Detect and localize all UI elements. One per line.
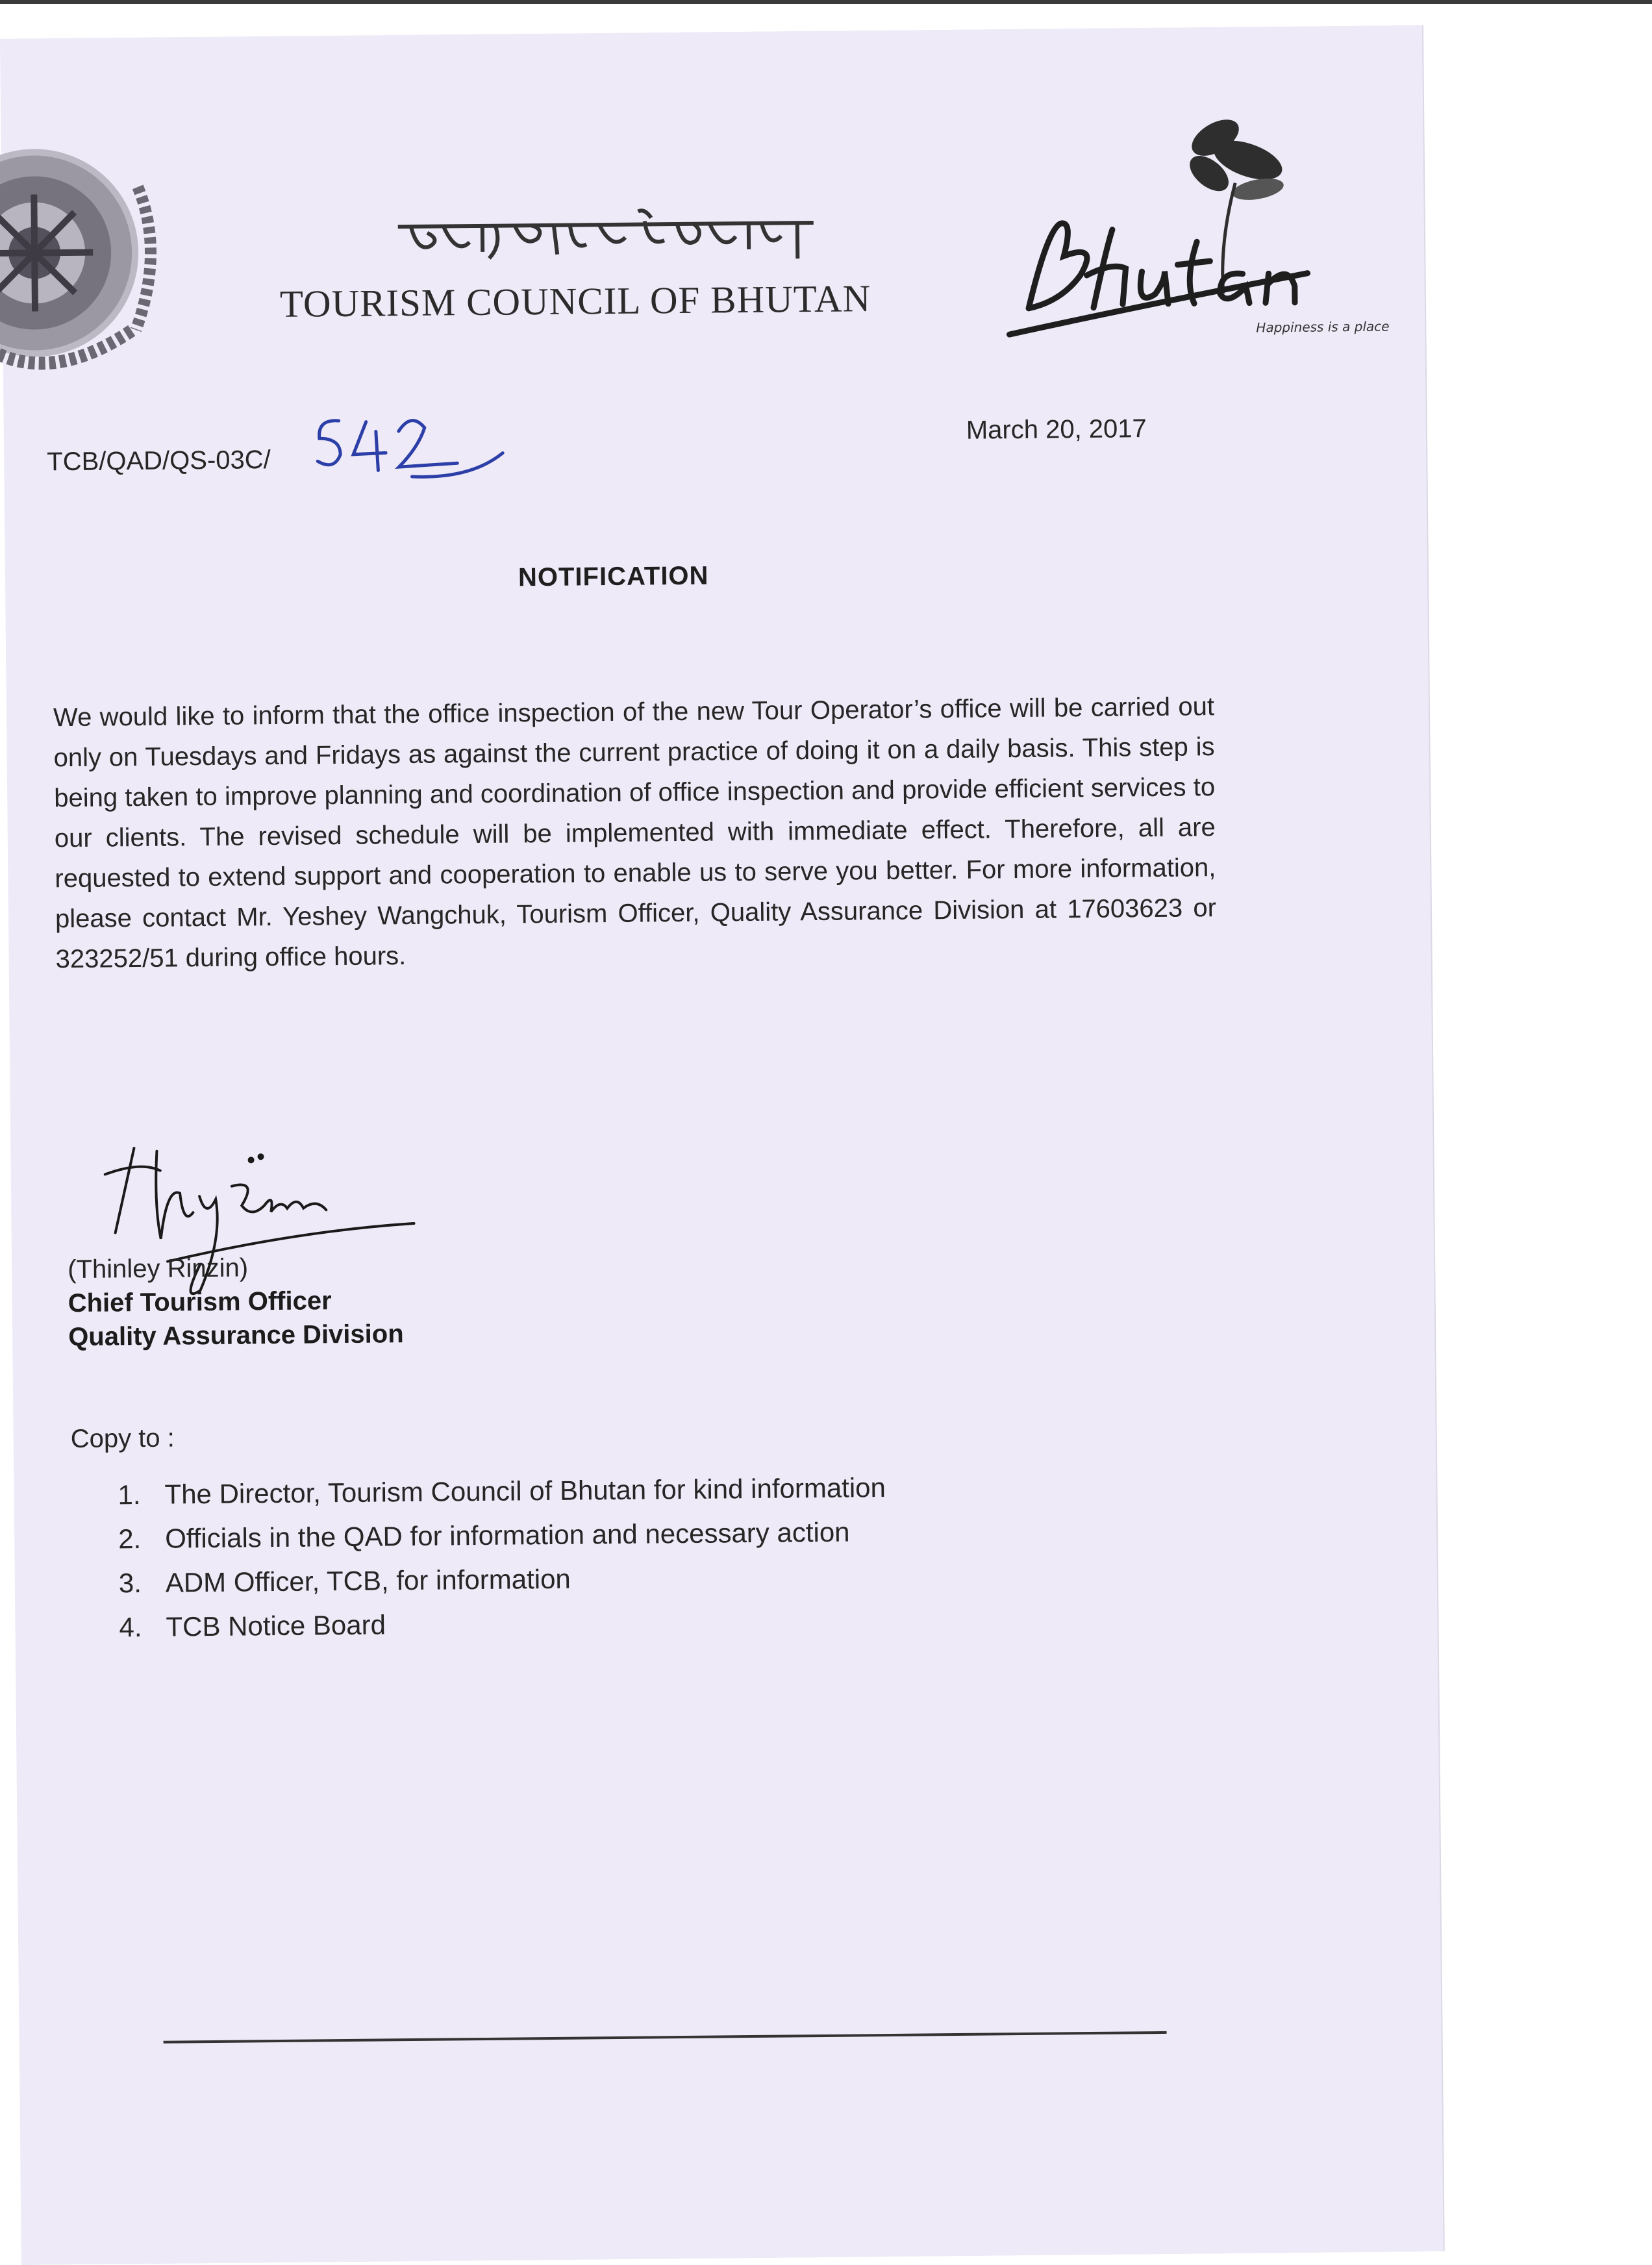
bhutan-brand-logo	[1001, 110, 1390, 341]
signatory-title: Chief Tourism Officer	[68, 1286, 332, 1318]
letter-date: March 20, 2017	[966, 414, 1147, 445]
list-item: 1. The Director, Tourism Council of Bhutan for kind information	[118, 1472, 886, 1510]
letter-sheet	[0, 25, 1444, 2265]
brand-tagline: Happiness is a place	[1256, 318, 1390, 336]
notification-body: We would like to inform that the office inspection of the new Tour Operator’s office will be carried out only on Tuesdays and Fridays as against the current practice of doing it on a daily basis. This step is being taken to improve planning and coordination of office inspection and provide efficient services to our clients. The revised schedule will be implemented with immediate effect. Therefore, all are requested to extend support and cooperation to enable us to serve you better. For more information, please contact Mr. Yeshey Wangchuk, Tourism Officer, Quality Assurance Division at 17603623 or 323252/51 during office hours.	[53, 692, 1217, 974]
notification-heading: NOTIFICATION	[518, 561, 709, 592]
copy-to-list	[118, 1466, 887, 1649]
reference-number: TCB/QAD/QS-03C/	[47, 445, 271, 477]
copy-to-label: Copy to :	[70, 1423, 175, 1454]
organization-name: TOURISM COUNCIL OF BHUTAN	[279, 277, 871, 325]
handwritten-reference-number	[314, 408, 503, 481]
scan-top-edge	[0, 0, 1652, 4]
signatory-name: (Thinley Rinzin)	[67, 1253, 249, 1284]
tibetan-title-script	[392, 203, 821, 266]
signatory-block	[68, 1249, 404, 1354]
list-item: 4. TCB Notice Board	[119, 1609, 386, 1643]
signatory-division: Quality Assurance Division	[68, 1320, 404, 1352]
list-item: 3. ADM Officer, TCB, for information	[118, 1563, 571, 1599]
royal-seal-emblem	[0, 134, 192, 409]
footer-divider	[164, 2031, 1167, 2044]
list-item: 2. Officials in the QAD for information and necessary action	[118, 1516, 850, 1555]
